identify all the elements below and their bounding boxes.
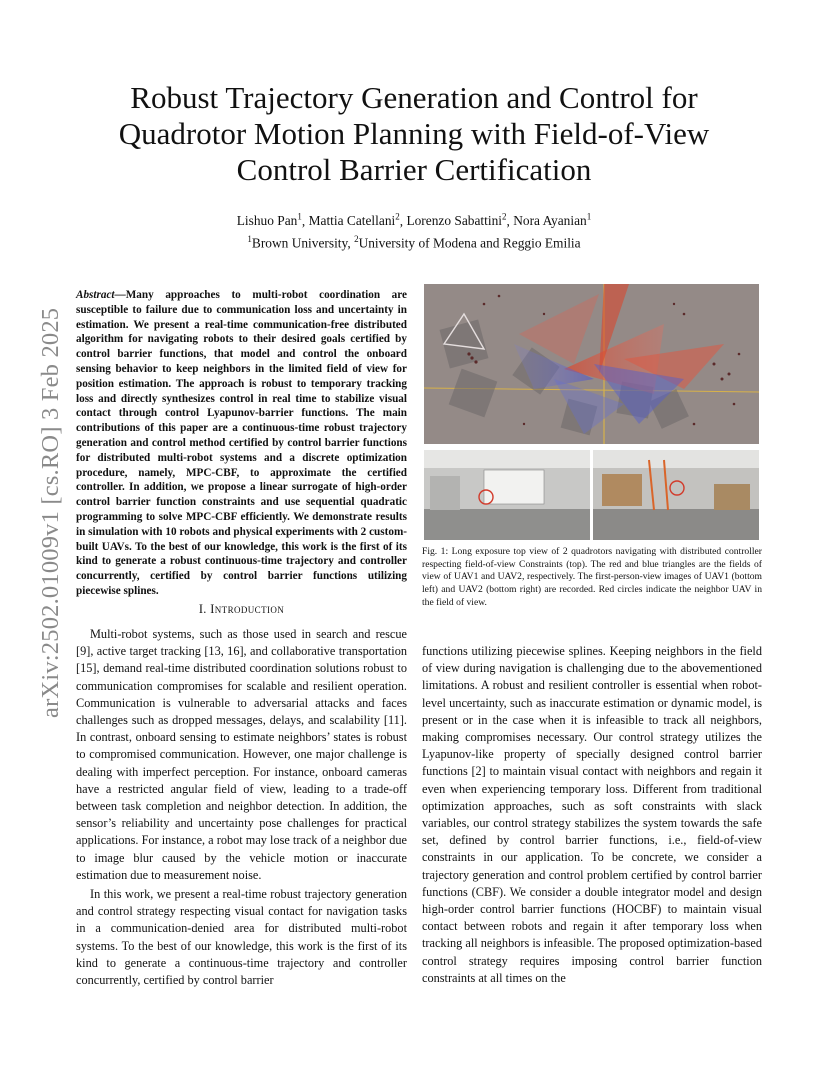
- figure-1: [424, 284, 759, 540]
- author-name: Lorenzo Sabattini$^2$: [406, 212, 507, 229]
- top-view-image: [424, 284, 759, 444]
- author-list: Lishuo Pan$^1$, Mattia Catellani$^2$, Lorenzo Sabattini$^2$, Nora Ayanian$^1$: [236, 212, 592, 229]
- section-title: Introduction: [210, 602, 285, 616]
- affiliation-name: Brown University: [251, 235, 348, 251]
- affiliation-mark: 1: [586, 212, 592, 222]
- paper-title: Robust Trajectory Generation and Control for Quadrotor Motion Planning with Field-of-View Control Barrier Certification: [118, 80, 710, 187]
- paragraph: In this work, we present a real-time robust trajectory generation and control strategy respecting visual contact for navigation tasks in a communication-denied area for distributed multi-robot systems. To the best of our knowledge, this work is the first of its kind to generate a continuous-time trajectory and controller concurrently, certified by control barrier: [76, 887, 407, 988]
- arxiv-identifier: arXiv:2502.01009v1 [cs.RO] 3 Feb 2025: [37, 307, 64, 718]
- affiliation-mark: 1: [247, 234, 252, 245]
- figure-image: [424, 284, 759, 540]
- abstract: [76, 288, 407, 599]
- affiliation-mark: 2: [395, 212, 400, 222]
- affiliation-mark: 2: [502, 212, 507, 222]
- affiliation-list: $^1$Brown University, $^2$University of Modena and Reggio Emilia: [247, 234, 581, 251]
- author-block: [110, 208, 718, 253]
- section-heading: [76, 602, 407, 617]
- affiliation-mark: 1: [297, 212, 302, 222]
- affiliation-name: University of Modena and Reggio Emilia: [358, 235, 581, 251]
- abstract-text: —Many approaches to multi-robot coordination are susceptible to failure due to communication loss and uncertainty in estimation. We present a real-time communication-free distributed algorithm for navigating robots to their desired goals certified by control barrier functions, that model and control the onboard sensing behavior to keep neighbors in the limited field of view for position estimation. The approach is robust to temporary tracking loss and directly synthesizes control in real time to stabilize visual contact through control Lyapunov-barrier functions. The main contributions of this paper are a continuous-time robust trajectory generation and control method certified by control barrier functions for distributed multi-robot systems and a discrete optimization procedure, namely, MPC-CBF, to approximate the certified controller. In addition, we propose a linear surrogate of high-order control barrier function constraints and use sequential quadratic programming to solve MPC-CBF efficiently. We demonstrate results in simulation with 10 robots and physical experiments with 2 custom-built UAVs. To the best of our knowledge, this work is the first of its kind to generate a robust continuous-time trajectory and controller concurrently, certified by control barrier functions utilizing piecewise splines.: [76, 289, 407, 597]
- paragraph: functions utilizing piecewise splines. Keeping neighbors in the field of view during navigation is challenging due to the abovementioned limitations. A robust and resilient controller is essential when robot-level uncertainty, such as inaccurate estimation or dynamic model, is present or in the case when it is infeasible to track all neighbors, making compromises necessary. Our control strategy utilizes the Lyapunov-like property of specially designed control barrier functions [2] to maintain visual contact with neighbors and regain it even when experiencing temporary loss. Different from traditional optimization approaches, such as soft constraints with slack variables, our control strategy stabilizes the system towards the safe set, defined by control barrier functions, i.e., field-of-view constraints in our application. To be concrete, we consider a trajectory generation and control problem certified by control barrier functions (CBF). We consider a double integrator model and design high-order control barrier functions (HOCBF) to maintain visual contact between robots and regain it after temporary loss when tracking all neighbors is infeasible. The proposed optimization-based control strategy requires imposing control barrier function constraints at all times on the: [422, 644, 762, 985]
- section-number: I.: [198, 602, 207, 616]
- figure-caption: Fig. 1: Long exposure top view of 2 quadrotors navigating with distributed controller respecting field-of-view Constraints (top). The red and blue triangles are the fields of view of UAV1 and UAV2, respectively. The first-person-view images of UAV1 (bottom left) and UAV2 (bottom right) are recorded. Red circles indicate the neighbor UAV in the field of view.: [422, 546, 762, 608]
- author-name: Lishuo Pan$^1$: [236, 212, 302, 229]
- abstract-label: Abstract: [76, 289, 115, 301]
- affiliation-mark: 2: [354, 234, 359, 245]
- fpv-image-uav1: [424, 450, 590, 540]
- right-column-body: [422, 643, 762, 987]
- author-name: Nora Ayanian$^1$: [513, 212, 592, 229]
- author-name: Mattia Catellani$^2$: [308, 212, 400, 229]
- left-column-body: [76, 626, 407, 989]
- fpv-image-uav2: [593, 450, 759, 540]
- paragraph: Multi-robot systems, such as those used in search and rescue [9], active target tracking [13, 16], and collaborative transportation [15], demand real-time distributed coordination solutions robust to communication compromises for scalable and resilient operation. Communication is vulnerable to adversarial attacks and faces challenges such as dropped messages, delays, and scalability [11]. In contrast, onboard sensing to estimate neighbors’ states is robust to compromised communication. However, one major challenge is dealing with imperfect perception. For instance, onboard cameras have a restricted angular field of view, leading to a trade-off between task completion and neighbor detection. In addition, the sensor’s reliability and uncertainty pose challenges for practical applications. For instance, a robot may lose track of a neighbor due to image blur caused by the vehicle motion or inaccurate estimation due to measurement noise.: [76, 627, 407, 882]
